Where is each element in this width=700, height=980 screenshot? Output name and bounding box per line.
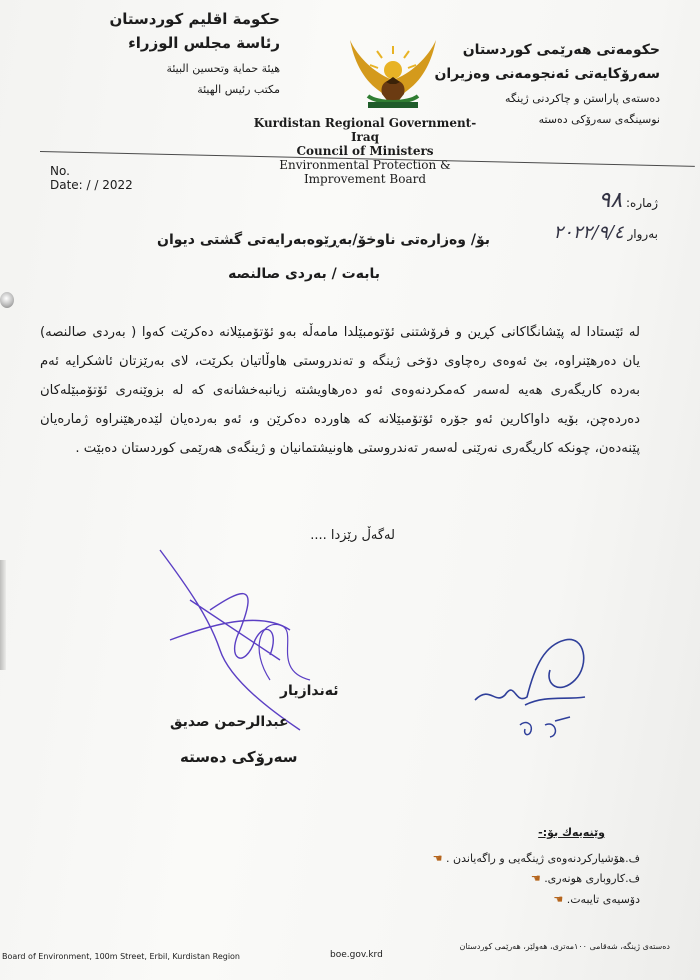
english-header-line: Council of Ministers [296, 144, 434, 158]
copies-label: وێنەیەك بۆ:- [538, 826, 605, 839]
hand-pointer-icon: ☚ [432, 852, 443, 865]
kurdish-header-line: نوسینگەی سەرۆكی دەستە [538, 113, 660, 126]
handwritten-initials [465, 625, 615, 755]
subject-line: بابەت / بەردی صالنصە [228, 266, 380, 282]
hand-pointer-icon: ☚ [530, 872, 541, 885]
arabic-header [60, 10, 280, 96]
signatory-position: سەرۆكی دەستە [180, 748, 298, 766]
signatory-name: عبدالرحمن صدیق [170, 714, 289, 730]
kurdish-header-line: دەستەی پاراستن و چاكردنی ژینگە [505, 92, 660, 105]
signatory-title: ئەندازیار [280, 683, 339, 699]
body-text: لە ئێستادا لە پێشانگاكانی كڕین و فرۆشتنی ئۆتومبێلدا مامەڵە بەو ئۆتۆمبێلانە دەكرێت كەوا ( بەردی صالنصە) یان دەرهێنراوە، بێ ئەوەی رەچاوی دۆخی ژینگە و تەندروستی هاوڵاتیان بكرێت، لای بەرێزتان ئاشكرایە ئەم بەردە كاریگەری هەیە لەسەر كەمكردنەوەی ئەو دەرهاویشتە زیانبەخشانەی كە لە بزوێنەری ئۆتۆمبێلەكان دەردەچن، بۆیە داواكارین ئەو جۆرە ئۆتۆمبێلانە كە هاوردە دەكرێن و، ئەو بەردەیان لێدەرهێنراوە ژمارەیان پێنەدەن، چونكە كاریگەری نەرێنی لەسەر تەندروستی هاونیشتمانیان و ژینگەی هەرێمی كوردستان دەبێت . [40, 325, 640, 456]
arabic-header-line: رئاسة مجلس الوزراء [128, 34, 280, 52]
footer-website: boe.gov.krd [330, 950, 383, 960]
english-header-line: Environmental Protection & Improvement Board [279, 158, 451, 186]
arabic-header-line: حكومة اقليم كوردستان [109, 10, 280, 28]
hand-pointer-icon: ☚ [553, 893, 564, 906]
reference-number-value: ٩٨ [598, 188, 623, 213]
copy-recipient-text: ف.كاروباری هونەری. [544, 872, 640, 885]
kurdish-header [400, 42, 660, 126]
english-header [250, 116, 480, 186]
reference-date-label: بەروار [627, 227, 658, 241]
punch-hole [0, 292, 14, 308]
reference-date-value: ٢٠٢٢/٩/٤ [553, 222, 624, 243]
english-header-line: Kurdistan Regional Government- Iraq [253, 116, 477, 144]
arabic-header-line: هيئة حماية وتحسين البيئة [166, 62, 280, 75]
footer-address-english: Board of Environment, 100m Street, Erbil, Kurdistan Region [2, 952, 241, 961]
recipient-line: بۆ/ وەزارەتی ناوخۆ/بەڕێوەبەرایەتی گشتی دیوان [157, 232, 490, 248]
date-label: Date: / / 2022 [50, 178, 133, 192]
footer-address-kurdish: دەستەی ژینگە، شەقامی ١٠٠مەتری، هەولێر، هەرێمی كوردستان [459, 942, 670, 951]
reference-date [554, 222, 658, 243]
number-label: No. [50, 164, 70, 178]
reference-number-label: ژمارە: [625, 196, 658, 210]
arabic-header-line: مكتب رئيس الهيئة [197, 83, 280, 96]
kurdish-header-line: حكومەتی هەرێمی كوردستان [462, 42, 660, 58]
closing-regards: لەگەڵ رێزدا .... [310, 528, 395, 543]
kurdish-header-line: سەرۆكایەتی ئەنجومەنی وەزیران [434, 66, 660, 82]
page-edge-shadow [0, 560, 6, 670]
copy-recipient [531, 872, 640, 885]
copy-recipient-text: ف.هۆشیاركردنەوەی ژینگەیی و راگەیاندن . [446, 852, 640, 865]
copy-recipient [433, 852, 640, 865]
reference-number [599, 188, 658, 213]
copy-recipient [553, 893, 640, 906]
copy-recipient-text: دۆسیەی تایبەت. [566, 893, 640, 906]
